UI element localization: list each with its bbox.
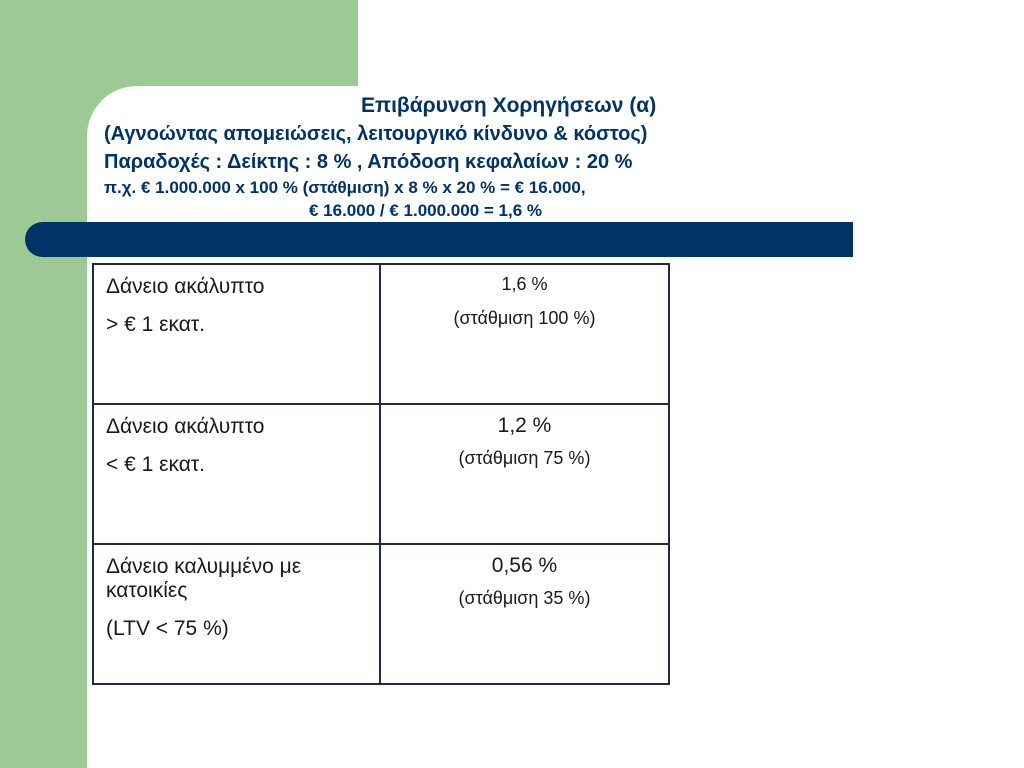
charge-cell — [380, 264, 669, 404]
charge-cell — [380, 544, 669, 684]
title-main: Επιβάρυνση Χορηγήσεων (α) — [361, 94, 657, 117]
loan-charge-table — [92, 263, 670, 685]
risk-weight: (στάθμιση 35 %) — [458, 588, 591, 608]
risk-weight: (στάθμιση 75 %) — [458, 448, 591, 468]
table-row — [93, 544, 669, 684]
loan-type-label: Δάνειο ακάλυπτο — [106, 415, 265, 438]
loan-type-condition: < € 1 εκατ. — [106, 453, 206, 476]
loan-type-cell — [93, 404, 380, 544]
loan-type-condition: > € 1 εκατ. — [106, 313, 206, 336]
charge-value: 0,56 % — [491, 554, 558, 577]
loan-type-label: Δάνειο ακάλυπτο — [106, 275, 265, 298]
title-result: € 16.000 / € 1.000.000 = 1,6 % — [309, 201, 542, 220]
loan-type-condition: (LTV < 75 %) — [106, 617, 229, 640]
charge-value: 1,6 % — [501, 274, 548, 294]
title-separator-band — [25, 222, 853, 257]
title-example: π.χ. € 1.000.000 x 100 % (στάθμιση) x 8 % x 20 % = € 16.000, — [104, 178, 586, 197]
charge-cell — [380, 404, 669, 544]
charge-value: 1,2 % — [497, 414, 552, 437]
loan-type-cell — [93, 264, 380, 404]
table-row — [93, 264, 669, 404]
loan-type-cell — [93, 544, 380, 684]
slide-title — [104, 92, 804, 222]
title-assumptions: Παραδοχές : Δείκτης : 8 % , Απόδοση κεφαλαίων : 20 % — [104, 151, 633, 173]
risk-weight: (στάθμιση 100 %) — [453, 308, 596, 328]
title-subtitle: (Αγνοώντας απομειώσεις, λειτουργικό κίνδυνο & κόστος) — [104, 123, 648, 145]
table-row — [93, 404, 669, 544]
loan-type-label: Δάνειο καλυμμένο με κατοικίες — [106, 555, 302, 602]
